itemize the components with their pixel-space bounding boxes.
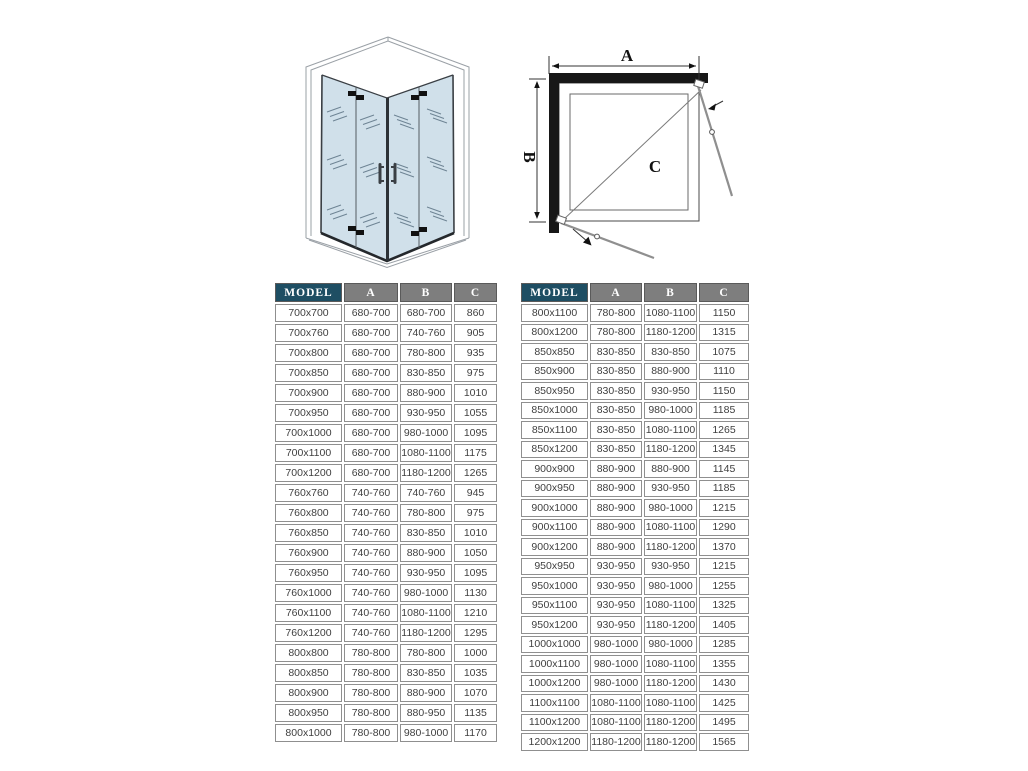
size-cell: 680-700: [344, 344, 398, 362]
size-cell: 980-1000: [400, 724, 452, 742]
size-cell: 930-950: [644, 382, 697, 400]
size-cell: 780-800: [400, 344, 452, 362]
size-cell: 680-700: [344, 364, 398, 382]
size-cell: 700x900: [275, 384, 342, 402]
size-cell: 740-760: [344, 484, 398, 502]
size-cell: 1185: [699, 402, 749, 420]
size-cell: 850x1200: [521, 441, 588, 459]
size-cell: 740-760: [400, 484, 452, 502]
table-row: [521, 616, 749, 634]
table-row: [275, 644, 497, 662]
size-cell: 680-700: [400, 304, 452, 322]
size-cell: 680-700: [344, 464, 398, 482]
table-row: [275, 544, 497, 562]
size-cell: 975: [454, 504, 497, 522]
size-cell: 1175: [454, 444, 497, 462]
size-cell: 1010: [454, 384, 497, 402]
size-cell: 1215: [699, 499, 749, 517]
size-cell: 950x950: [521, 558, 588, 576]
size-cell: 830-850: [400, 664, 452, 682]
table-row: [521, 499, 749, 517]
size-cell: 880-900: [644, 460, 697, 478]
table-row: [521, 519, 749, 537]
size-cell: 1080-1100: [644, 519, 697, 537]
size-cell: 830-850: [590, 343, 642, 361]
size-cell: 740-760: [344, 524, 398, 542]
size-cell: 700x1000: [275, 424, 342, 442]
size-cell: 1055: [454, 404, 497, 422]
size-cell: 1180-1200: [644, 733, 697, 751]
size-cell: 900x900: [521, 460, 588, 478]
size-cell: 800x1000: [275, 724, 342, 742]
size-cell: 1180-1200: [644, 616, 697, 634]
door-knob-icon: [710, 130, 715, 135]
iso-enclosure-diagram: [290, 30, 482, 272]
header-row: [275, 283, 497, 302]
size-cell: 980-1000: [590, 636, 642, 654]
table-row: [521, 460, 749, 478]
size-cell: 680-700: [344, 324, 398, 342]
size-cell: 1000x1000: [521, 636, 588, 654]
size-cell: 800x850: [275, 664, 342, 682]
size-table: [273, 281, 499, 744]
size-cell: 1000x1100: [521, 655, 588, 673]
size-cell: 1180-1200: [590, 733, 642, 751]
table-row: [521, 655, 749, 673]
size-cell: 1080-1100: [590, 714, 642, 732]
size-cell: 700x1100: [275, 444, 342, 462]
size-cell: 1150: [699, 382, 749, 400]
size-cell: 930-950: [644, 480, 697, 498]
size-cell: 880-900: [590, 519, 642, 537]
size-cell: 935: [454, 344, 497, 362]
size-cell: 1255: [699, 577, 749, 595]
size-cell: 800x800: [275, 644, 342, 662]
size-cell: 740-760: [344, 564, 398, 582]
door-knob-icon: [595, 234, 600, 239]
size-cell: 1070: [454, 684, 497, 702]
size-cell: 1355: [699, 655, 749, 673]
header-b: B: [400, 283, 452, 302]
size-cell: 1035: [454, 664, 497, 682]
table-row: [275, 464, 497, 482]
size-cell: 1010: [454, 524, 497, 542]
door-open-bottom-left: [556, 215, 654, 258]
size-cell: 740-760: [344, 604, 398, 622]
size-cell: 830-850: [590, 382, 642, 400]
table-row: [275, 344, 497, 362]
table-row: [275, 564, 497, 582]
size-cell: 680-700: [344, 384, 398, 402]
table-row: [275, 324, 497, 342]
size-cell: 1180-1200: [644, 538, 697, 556]
size-cell: 860: [454, 304, 497, 322]
size-cell: 930-950: [644, 558, 697, 576]
size-cell: 780-800: [590, 324, 642, 342]
size-cell: 740-760: [344, 624, 398, 642]
size-cell: 850x850: [521, 343, 588, 361]
size-cell: 780-800: [344, 644, 398, 662]
table-row: [275, 624, 497, 642]
size-cell: 1095: [454, 424, 497, 442]
door-open-top-right: [694, 79, 732, 196]
size-cell: 1080-1100: [400, 604, 452, 622]
size-cell: 1430: [699, 675, 749, 693]
size-cell: 830-850: [590, 441, 642, 459]
wall-bar-top: [549, 73, 708, 83]
table-row: [275, 704, 497, 722]
table-row: [275, 304, 497, 322]
size-cell: 700x1200: [275, 464, 342, 482]
size-cell: 1000x1200: [521, 675, 588, 693]
size-cell: 680-700: [344, 304, 398, 322]
header-b: B: [644, 283, 697, 302]
table-row: [521, 694, 749, 712]
size-cell: 780-800: [400, 644, 452, 662]
size-cell: 1200x1200: [521, 733, 588, 751]
size-cell: 1150: [699, 304, 749, 322]
size-cell: 780-800: [344, 684, 398, 702]
size-cell: 700x700: [275, 304, 342, 322]
size-cell: 1265: [454, 464, 497, 482]
size-cell: 1080-1100: [644, 421, 697, 439]
table-row: [521, 363, 749, 381]
arrow-right-icon: [689, 63, 696, 69]
size-cell: 1295: [454, 624, 497, 642]
size-cell: 1075: [699, 343, 749, 361]
size-cell: 780-800: [344, 724, 398, 742]
size-cell: 1170: [454, 724, 497, 742]
header-a: A: [344, 283, 398, 302]
table-row: [521, 675, 749, 693]
size-cell: 780-800: [344, 704, 398, 722]
size-cell: 700x800: [275, 344, 342, 362]
size-cell: 900x1100: [521, 519, 588, 537]
table-row: [521, 714, 749, 732]
size-cell: 680-700: [344, 424, 398, 442]
size-cell: 1145: [699, 460, 749, 478]
size-cell: 1080-1100: [644, 304, 697, 322]
size-table: [519, 281, 751, 753]
size-cell: 850x1000: [521, 402, 588, 420]
size-cell: 1080-1100: [400, 444, 452, 462]
size-cell: 800x950: [275, 704, 342, 722]
dimension-c-label: C: [648, 157, 662, 176]
size-cell: 930-950: [400, 404, 452, 422]
size-cell: 800x900: [275, 684, 342, 702]
dimension-a-label: A: [620, 46, 634, 65]
size-cell: 1135: [454, 704, 497, 722]
table-row: [521, 304, 749, 322]
size-cell: 980-1000: [644, 636, 697, 654]
size-cell: 1110: [699, 363, 749, 381]
size-cell: 1095: [454, 564, 497, 582]
size-cell: 1180-1200: [644, 441, 697, 459]
size-cell: 740-760: [344, 584, 398, 602]
size-cell: 1080-1100: [590, 694, 642, 712]
size-cell: 945: [454, 484, 497, 502]
size-cell: 830-850: [400, 524, 452, 542]
size-cell: 850x950: [521, 382, 588, 400]
size-table-left: [273, 281, 499, 744]
dimension-b-label: B: [520, 151, 539, 163]
size-cell: 760x800: [275, 504, 342, 522]
size-cell: 1495: [699, 714, 749, 732]
size-cell: 700x950: [275, 404, 342, 422]
size-cell: 850x1100: [521, 421, 588, 439]
table-row: [521, 324, 749, 342]
glass-panel-right-outer: [419, 75, 454, 248]
size-cell: 980-1000: [590, 675, 642, 693]
table-row: [275, 584, 497, 602]
table-row: [275, 604, 497, 622]
table-row: [521, 480, 749, 498]
size-cell: 760x1200: [275, 624, 342, 642]
table-row: [275, 724, 497, 742]
size-cell: 880-900: [644, 363, 697, 381]
size-cell: 880-900: [590, 460, 642, 478]
size-cell: 950x1100: [521, 597, 588, 615]
size-cell: 950x1000: [521, 577, 588, 595]
size-cell: 950x1200: [521, 616, 588, 634]
size-cell: 980-1000: [400, 584, 452, 602]
size-cell: 1130: [454, 584, 497, 602]
wall-bar-left: [549, 73, 559, 233]
diagonal-c-line: [562, 90, 701, 221]
table-row: [275, 384, 497, 402]
size-cell: 980-1000: [400, 424, 452, 442]
size-cell: 740-760: [344, 544, 398, 562]
table-row: [521, 558, 749, 576]
size-cell: 680-700: [344, 444, 398, 462]
size-cell: 830-850: [644, 343, 697, 361]
size-cell: 760x850: [275, 524, 342, 542]
plan-dimension-diagram: [515, 42, 763, 270]
size-cell: 740-760: [400, 324, 452, 342]
table-row: [521, 577, 749, 595]
size-cell: 880-900: [590, 480, 642, 498]
table-row: [521, 421, 749, 439]
tray-inner-outline: [570, 94, 688, 210]
size-cell: 830-850: [400, 364, 452, 382]
size-cell: 740-760: [344, 504, 398, 522]
tray-outer-outline: [559, 83, 699, 221]
size-cell: 1180-1200: [644, 324, 697, 342]
size-cell: 760x950: [275, 564, 342, 582]
size-cell: 760x1100: [275, 604, 342, 622]
header-a: A: [590, 283, 642, 302]
size-cell: 905: [454, 324, 497, 342]
table-row: [275, 424, 497, 442]
size-cell: 1315: [699, 324, 749, 342]
swing-arrow-icon: [708, 104, 716, 111]
size-cell: 1180-1200: [400, 624, 452, 642]
size-cell: 1050: [454, 544, 497, 562]
size-cell: 930-950: [590, 597, 642, 615]
size-cell: 1290: [699, 519, 749, 537]
table-row: [275, 484, 497, 502]
arrow-left-icon: [552, 63, 559, 69]
size-cell: 1325: [699, 597, 749, 615]
size-cell: 930-950: [400, 564, 452, 582]
table-row: [521, 402, 749, 420]
size-cell: 760x1000: [275, 584, 342, 602]
size-cell: 900x1200: [521, 538, 588, 556]
size-cell: 1265: [699, 421, 749, 439]
table-row: [521, 538, 749, 556]
size-cell: 680-700: [344, 404, 398, 422]
size-cell: 1080-1100: [644, 597, 697, 615]
table-row: [521, 382, 749, 400]
size-cell: 975: [454, 364, 497, 382]
size-cell: 900x950: [521, 480, 588, 498]
table-row: [521, 733, 749, 751]
size-cell: 980-1000: [644, 402, 697, 420]
size-cell: 1100x1200: [521, 714, 588, 732]
size-cell: 930-950: [590, 558, 642, 576]
table-row: [275, 684, 497, 702]
size-cell: 880-900: [590, 538, 642, 556]
table-row: [275, 504, 497, 522]
table-row: [521, 597, 749, 615]
header-model: MODEL: [275, 283, 342, 302]
size-cell: 1100x1100: [521, 694, 588, 712]
size-cell: 1180-1200: [400, 464, 452, 482]
table-row: [275, 524, 497, 542]
size-cell: 1210: [454, 604, 497, 622]
arrow-up-icon: [534, 81, 540, 88]
size-cell: 780-800: [590, 304, 642, 322]
table-row: [521, 343, 749, 361]
size-cell: 780-800: [400, 504, 452, 522]
table-row: [521, 441, 749, 459]
size-cell: 1080-1100: [644, 655, 697, 673]
size-cell: 700x760: [275, 324, 342, 342]
size-cell: 880-900: [400, 544, 452, 562]
size-cell: 880-950: [400, 704, 452, 722]
size-cell: 830-850: [590, 421, 642, 439]
size-cell: 830-850: [590, 402, 642, 420]
size-cell: 800x1100: [521, 304, 588, 322]
size-cell: 1405: [699, 616, 749, 634]
size-cell: 1285: [699, 636, 749, 654]
size-cell: 1425: [699, 694, 749, 712]
header-row: [521, 283, 749, 302]
table-row: [275, 404, 497, 422]
size-cell: 1565: [699, 733, 749, 751]
size-cell: 900x1000: [521, 499, 588, 517]
size-cell: 800x1200: [521, 324, 588, 342]
swing-arrow-icon: [583, 237, 592, 246]
size-cell: 880-900: [400, 684, 452, 702]
size-cell: 1000: [454, 644, 497, 662]
size-cell: 980-1000: [590, 655, 642, 673]
size-cell: 880-900: [590, 499, 642, 517]
size-cell: 930-950: [590, 577, 642, 595]
size-cell: 1180-1200: [644, 714, 697, 732]
table-row: [521, 636, 749, 654]
size-cell: 830-850: [590, 363, 642, 381]
size-cell: 760x760: [275, 484, 342, 502]
size-cell: 850x900: [521, 363, 588, 381]
size-cell: 930-950: [590, 616, 642, 634]
table-row: [275, 664, 497, 682]
size-cell: 1345: [699, 441, 749, 459]
size-cell: 1185: [699, 480, 749, 498]
size-table-right: [519, 281, 751, 753]
header-c: C: [454, 283, 497, 302]
header-c: C: [699, 283, 749, 302]
header-model: MODEL: [521, 283, 588, 302]
size-cell: 760x900: [275, 544, 342, 562]
size-cell: 1215: [699, 558, 749, 576]
size-cell: 700x850: [275, 364, 342, 382]
size-cell: 980-1000: [644, 577, 697, 595]
size-cell: 980-1000: [644, 499, 697, 517]
arrow-down-icon: [534, 212, 540, 219]
size-cell: 1080-1100: [644, 694, 697, 712]
table-row: [275, 364, 497, 382]
size-cell: 1370: [699, 538, 749, 556]
size-cell: 1180-1200: [644, 675, 697, 693]
table-row: [275, 444, 497, 462]
size-cell: 880-900: [400, 384, 452, 402]
size-cell: 780-800: [344, 664, 398, 682]
